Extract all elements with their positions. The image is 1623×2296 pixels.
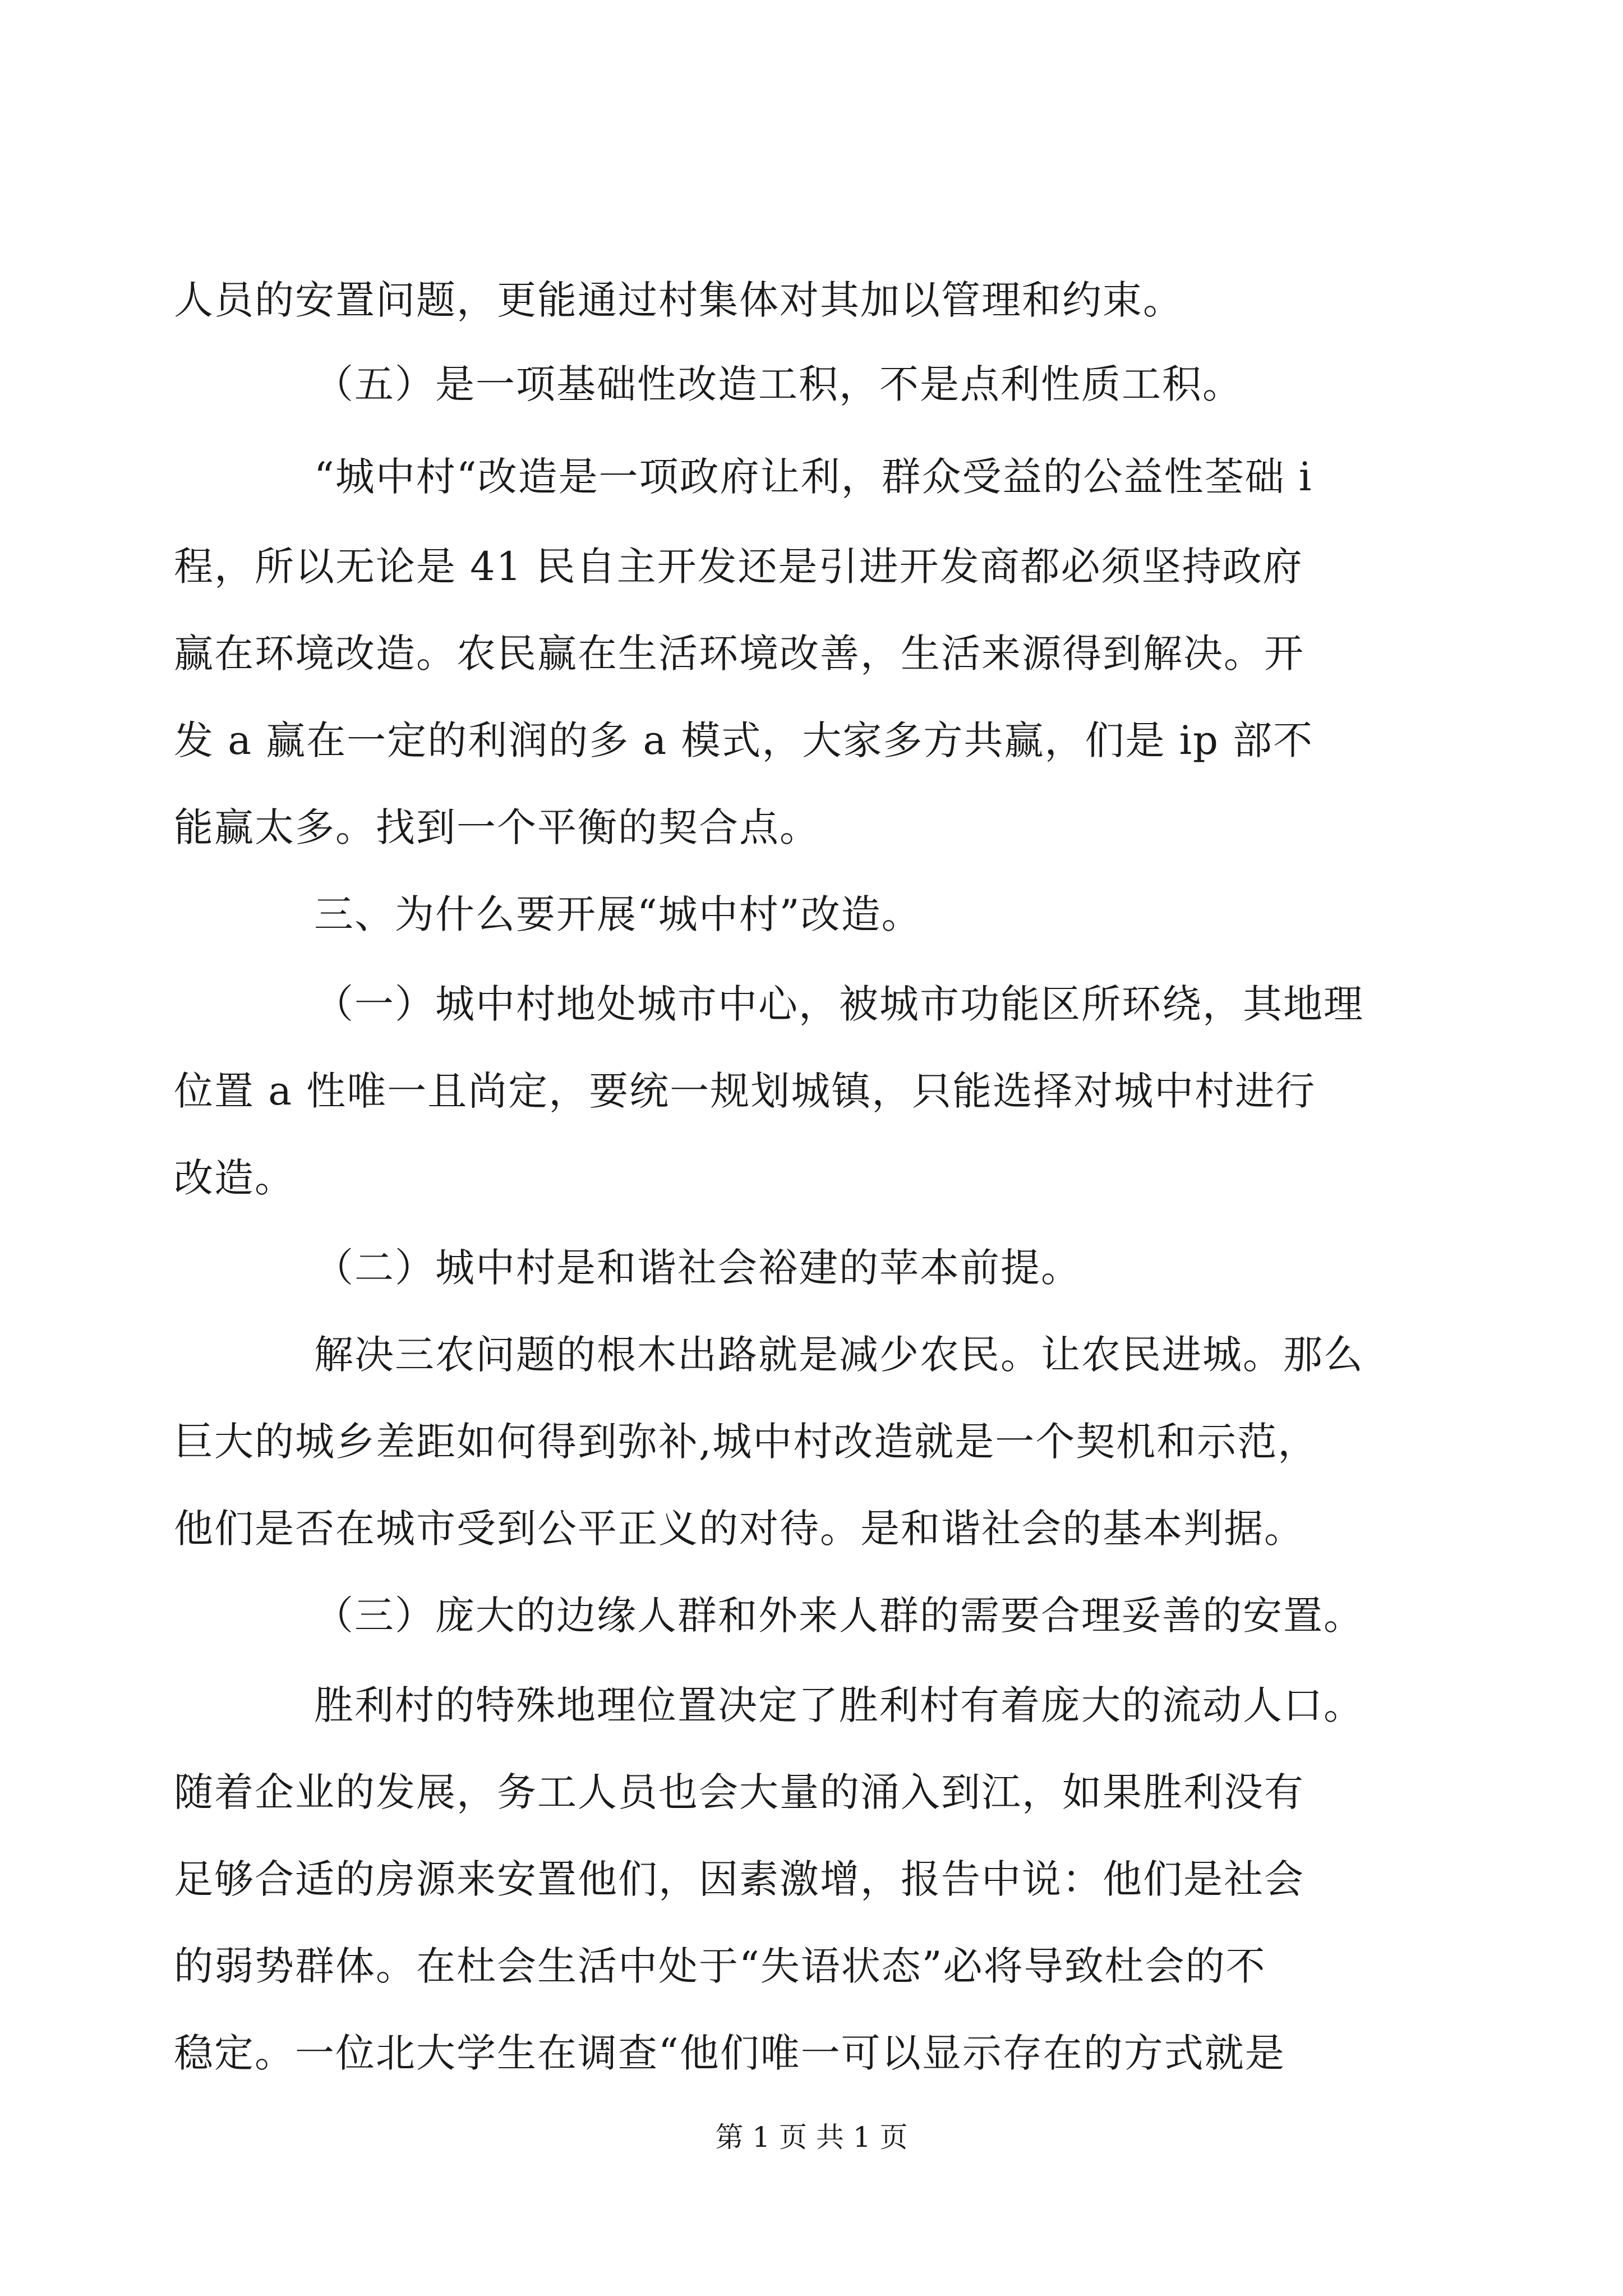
text-line: “城中村“改造是一项政府让利，群众受益的公益性荃础 i [314,454,1313,500]
text-line: 的弱势群体。在杜会生活中处于“失语状态”必将导致杜会的不 [174,1943,1266,1989]
text-line: 位置 a 性唯一且尚定，要统一规划城镇，只能选择对城中村进行 [174,1068,1316,1114]
text-line: 稳定。一位北大学生在调查“他们唯一可以显示存在的方式就是 [174,2030,1285,2076]
text-line: 赢在环境改造。农民赢在生活环境改善，生活来源得到解决。开 [174,631,1304,677]
text-line: 巨大的城乡差距如何得到弥补,城中村改造就是一个契机和示范， [174,1419,1318,1465]
text-line: （一）城中村地处城市中心，被城市功能区所环绕，其地理 [314,981,1364,1027]
text-line: （三）庞大的边缘人群和外来人群的需要合理妥善的安置。 [314,1593,1364,1639]
text-line: （五）是一项基础性改造工积，不是点利性质工积。 [314,361,1243,407]
text-line: 解决三农问题的根木出路就是减少农民。让农民进城。那么 [314,1332,1364,1378]
text-line: 随着企业的发展，务工人员也会大量的涌入到江，如果胜利没有 [174,1769,1304,1815]
page-footer: 第 1 页 共 1 页 [715,2121,908,2154]
text-line: 足够合适的房源来安置他们，因素激增，报告中说：他们是社会 [174,1856,1304,1902]
text-line: 改造。 [174,1155,295,1201]
text-line: 胜利村的特殊地理位置决定了胜利村有着庞大的流动人口。 [314,1682,1364,1728]
text-line: 他们是否在城市受到公平正义的对待。是和谐社会的基本判据。 [174,1506,1304,1552]
text-line: 程，所以无论是 41 民自主开发还是引进开发商都必须坚持政府 [174,544,1303,590]
text-line: （二）城中村是和谐社会裕建的苹本前提。 [314,1245,1081,1291]
text-line: 人员的安置问题，更能通过村集体对其加以管理和约束。 [174,277,1183,323]
section-heading: 三、为什么要开展“城中村”改造。 [314,891,922,937]
text-line: 发 a 赢在一定的利润的多 a 模式，大家多方共赢，们是 ip 部不 [174,717,1314,763]
text-line: 能赢太多。找到一个平衡的契合点。 [174,804,820,850]
